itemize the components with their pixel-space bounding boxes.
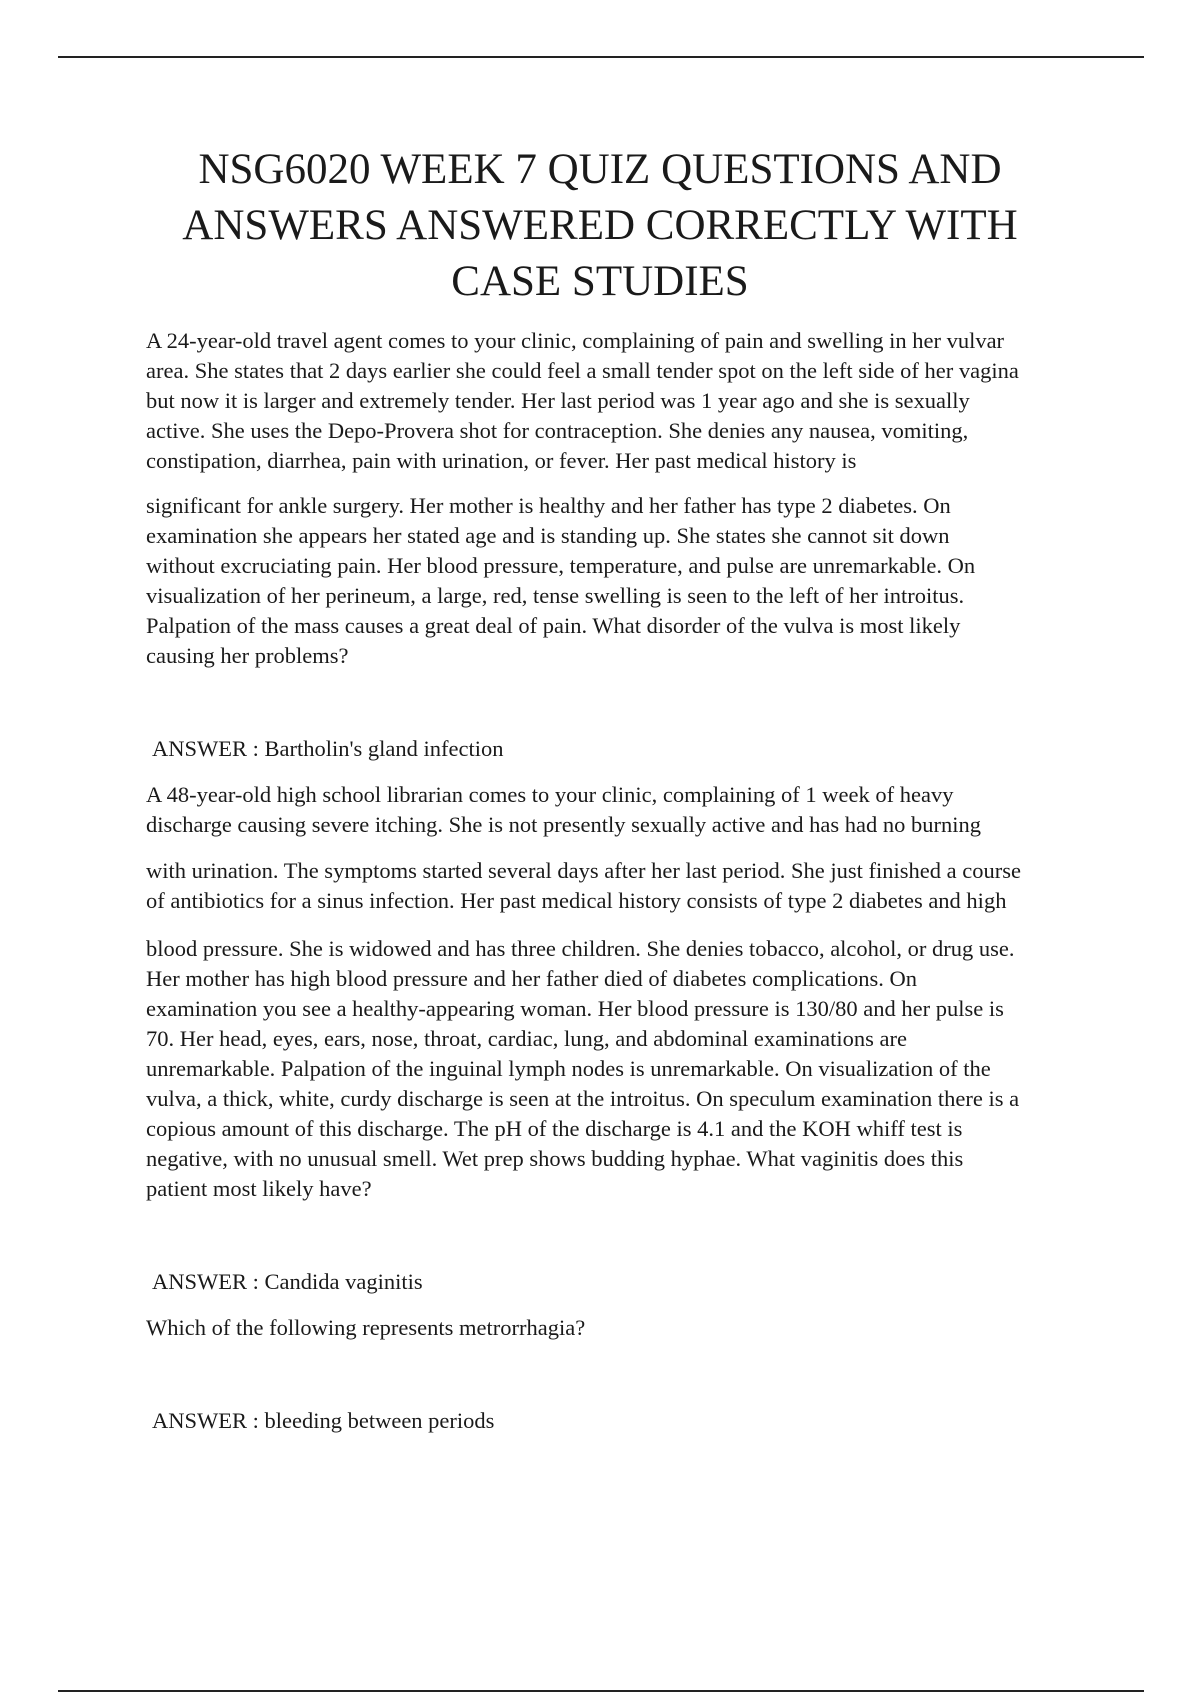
text-line: A 24-year-old travel agent comes to your clinic, complaining of pain and swelling in her vulvar [146,328,1005,353]
q2-paragraph-2 [146,856,1106,916]
q2-answer: ANSWER : Candida vaginitis [152,1269,423,1294]
q2-paragraph-3 [146,934,1106,1204]
q1-answer: ANSWER : Bartholin's gland infection [152,736,504,761]
document-title [100,142,1100,310]
text-line: causing her problems? [146,643,349,668]
text-line: vulva, a thick, white, curdy discharge is seen at the introitus. On speculum examination there is a [146,1086,1020,1111]
text-line: active. She uses the Depo-Provera shot for contraception. She denies any nausea, vomiting, [146,418,969,443]
text-line: A 48-year-old high school librarian comes to your clinic, complaining of 1 week of heavy [146,782,954,807]
q1-paragraph-1 [146,326,1106,476]
text-line: blood pressure. She is widowed and has three children. She denies tobacco, alcohol, or drug use. [146,936,1015,961]
text-line: patient most likely have? [146,1176,372,1201]
text-line: examination she appears her stated age and is standing up. She states she cannot sit down [146,523,950,548]
text-line: copious amount of this discharge. The pH of the discharge is 4.1 and the KOH whiff test is [146,1116,963,1141]
bottom-rule [58,1690,1144,1692]
text-line: but now it is larger and extremely tender. Her last period was 1 year ago and she is sexually [146,388,970,413]
text-line: unremarkable. Palpation of the inguinal lymph nodes is unremarkable. On visualization of the [146,1056,991,1081]
text-line: without excruciating pain. Her blood pressure, temperature, and pulse are unremarkable. On [146,553,976,578]
text-line: Her mother has high blood pressure and her father died of diabetes complications. On [146,966,918,991]
text-line: 70. Her head, eyes, ears, nose, throat, cardiac, lung, and abdominal examinations are [146,1026,907,1051]
title-line: CASE STUDIES [451,258,749,305]
text-line: negative, with no unusual smell. Wet prep shows budding hyphae. What vaginitis does this [146,1146,964,1171]
title-line: NSG6020 WEEK 7 QUIZ QUESTIONS AND [198,146,1002,193]
text-line: significant for ankle surgery. Her mother is healthy and her father has type 2 diabetes. On [146,493,951,518]
text-line: with urination. The symptoms started several days after her last period. She just finished a course [146,858,1021,883]
q2-paragraph-1 [146,780,1106,840]
text-line: constipation, diarrhea, pain with urination, or fever. Her past medical history is [146,448,857,473]
top-rule [58,56,1144,58]
text-line: area. She states that 2 days earlier she could feel a small tender spot on the left side of her vagina [146,358,1019,383]
title-line: ANSWERS ANSWERED CORRECTLY WITH [182,202,1018,249]
q3-answer: ANSWER : bleeding between periods [152,1408,495,1433]
text-line: of antibiotics for a sinus infection. Her past medical history consists of type 2 diabetes and high [146,888,1007,913]
text-line: visualization of her perineum, a large, red, tense swelling is seen to the left of her introitus. [146,583,965,608]
q1-paragraph-2 [146,491,1106,671]
text-line: examination you see a healthy-appearing woman. Her blood pressure is 130/80 and her pulse is [146,996,1004,1021]
q3-question: Which of the following represents metrorrhagia? [146,1315,586,1340]
text-line: discharge causing severe itching. She is not presently sexually active and has had no burning [146,812,981,837]
text-line: Palpation of the mass causes a great deal of pain. What disorder of the vulva is most likely [146,613,961,638]
